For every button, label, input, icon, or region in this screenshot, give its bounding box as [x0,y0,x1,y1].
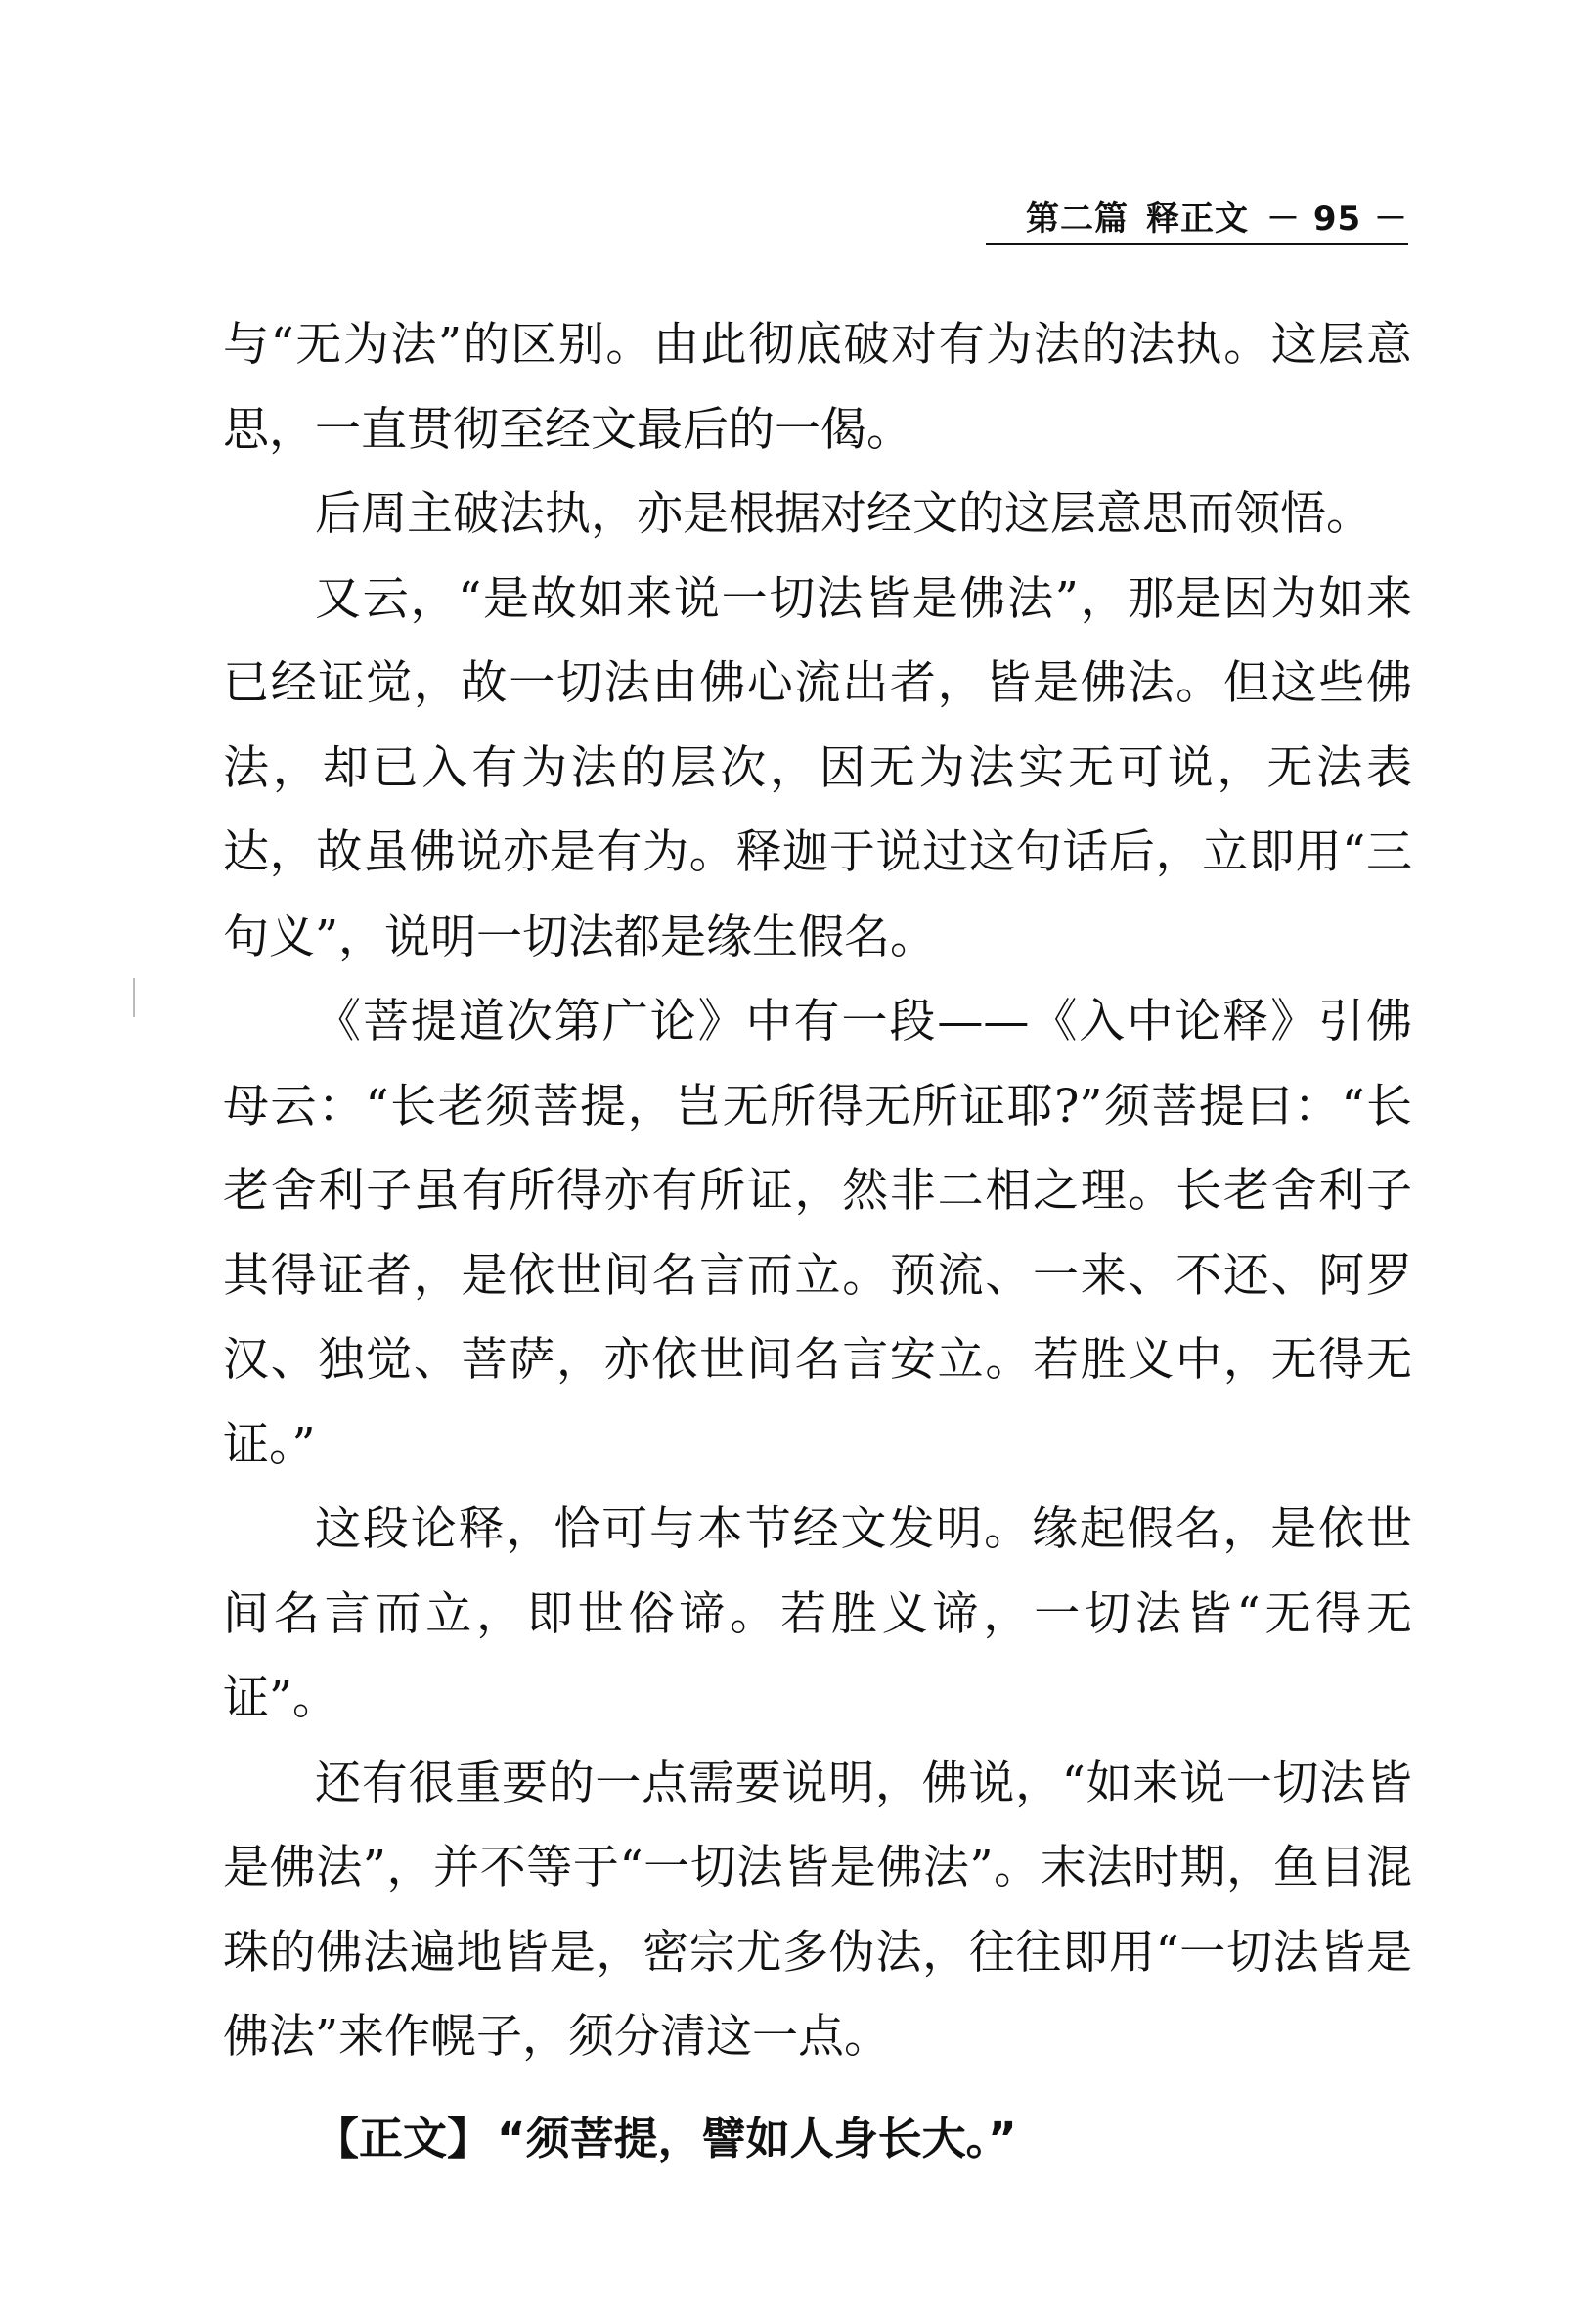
paragraph-4: 《菩提道次第广论》中有一段——《入中论释》引佛母云：“长老须菩提，岂无所得无所证耶?”须菩提曰：“长老舍利子虽有所得亦有所证，然非二相之理。长老舍利子其得证者，是依世间名言而立。预流、一来、不还、阿罗汉、独觉、菩萨，亦依世间名言安立。若胜义中，无得无证。” [223,995,1412,1472]
paragraph-3: 又云，“是故如来说一切法皆是佛法”，那是因为如来已经证觉，故一切法由佛心流出者，皆是佛法。但这些佛法，却已入有为法的层次，因无为法实无可说，无法表达，故虽佛说亦是有为。释迦于说过这句话后，立即用“三句义”，说明一切法都是缘生假名。 [223,571,1412,964]
running-header [986,194,1408,237]
scripture-quote [315,2103,1017,2166]
scripture-label: 【正文】 [315,2113,492,2164]
margin-mark [133,978,135,1017]
paragraph-6: 还有很重要的一点需要说明，佛说，“如来说一切法皆是佛法”，并不等于“一切法皆是佛法”。末法时期，鱼目混珠的佛法遍地皆是，密宗尤多伪法，往往即用“一切法皆是佛法”来作幌子，须分清这一点。 [223,1756,1412,2064]
page-number: － 95 － [1266,199,1408,239]
header-rule [986,243,1408,245]
paragraph-2: 后周主破法执，亦是根据对经文的这层意思而领悟。 [315,487,1372,541]
header-section: 第二篇 [1026,199,1129,239]
scripture-text: “须菩提，譬如人身长大。” [497,2113,1017,2164]
paragraph-5: 这段论释，恰可与本节经文发明。缘起假名，是依世间名言而立，即世俗谛。若胜义谛，一切法皆“无得无证”。 [223,1502,1412,1725]
body-text [223,303,1412,2080]
paragraph-1: 与“无为法”的区别。由此彻底破对有为法的法执。这层意思，一直贯彻至经文最后的一偈。 [223,318,1412,457]
header-title: 释正文 [1146,199,1249,239]
